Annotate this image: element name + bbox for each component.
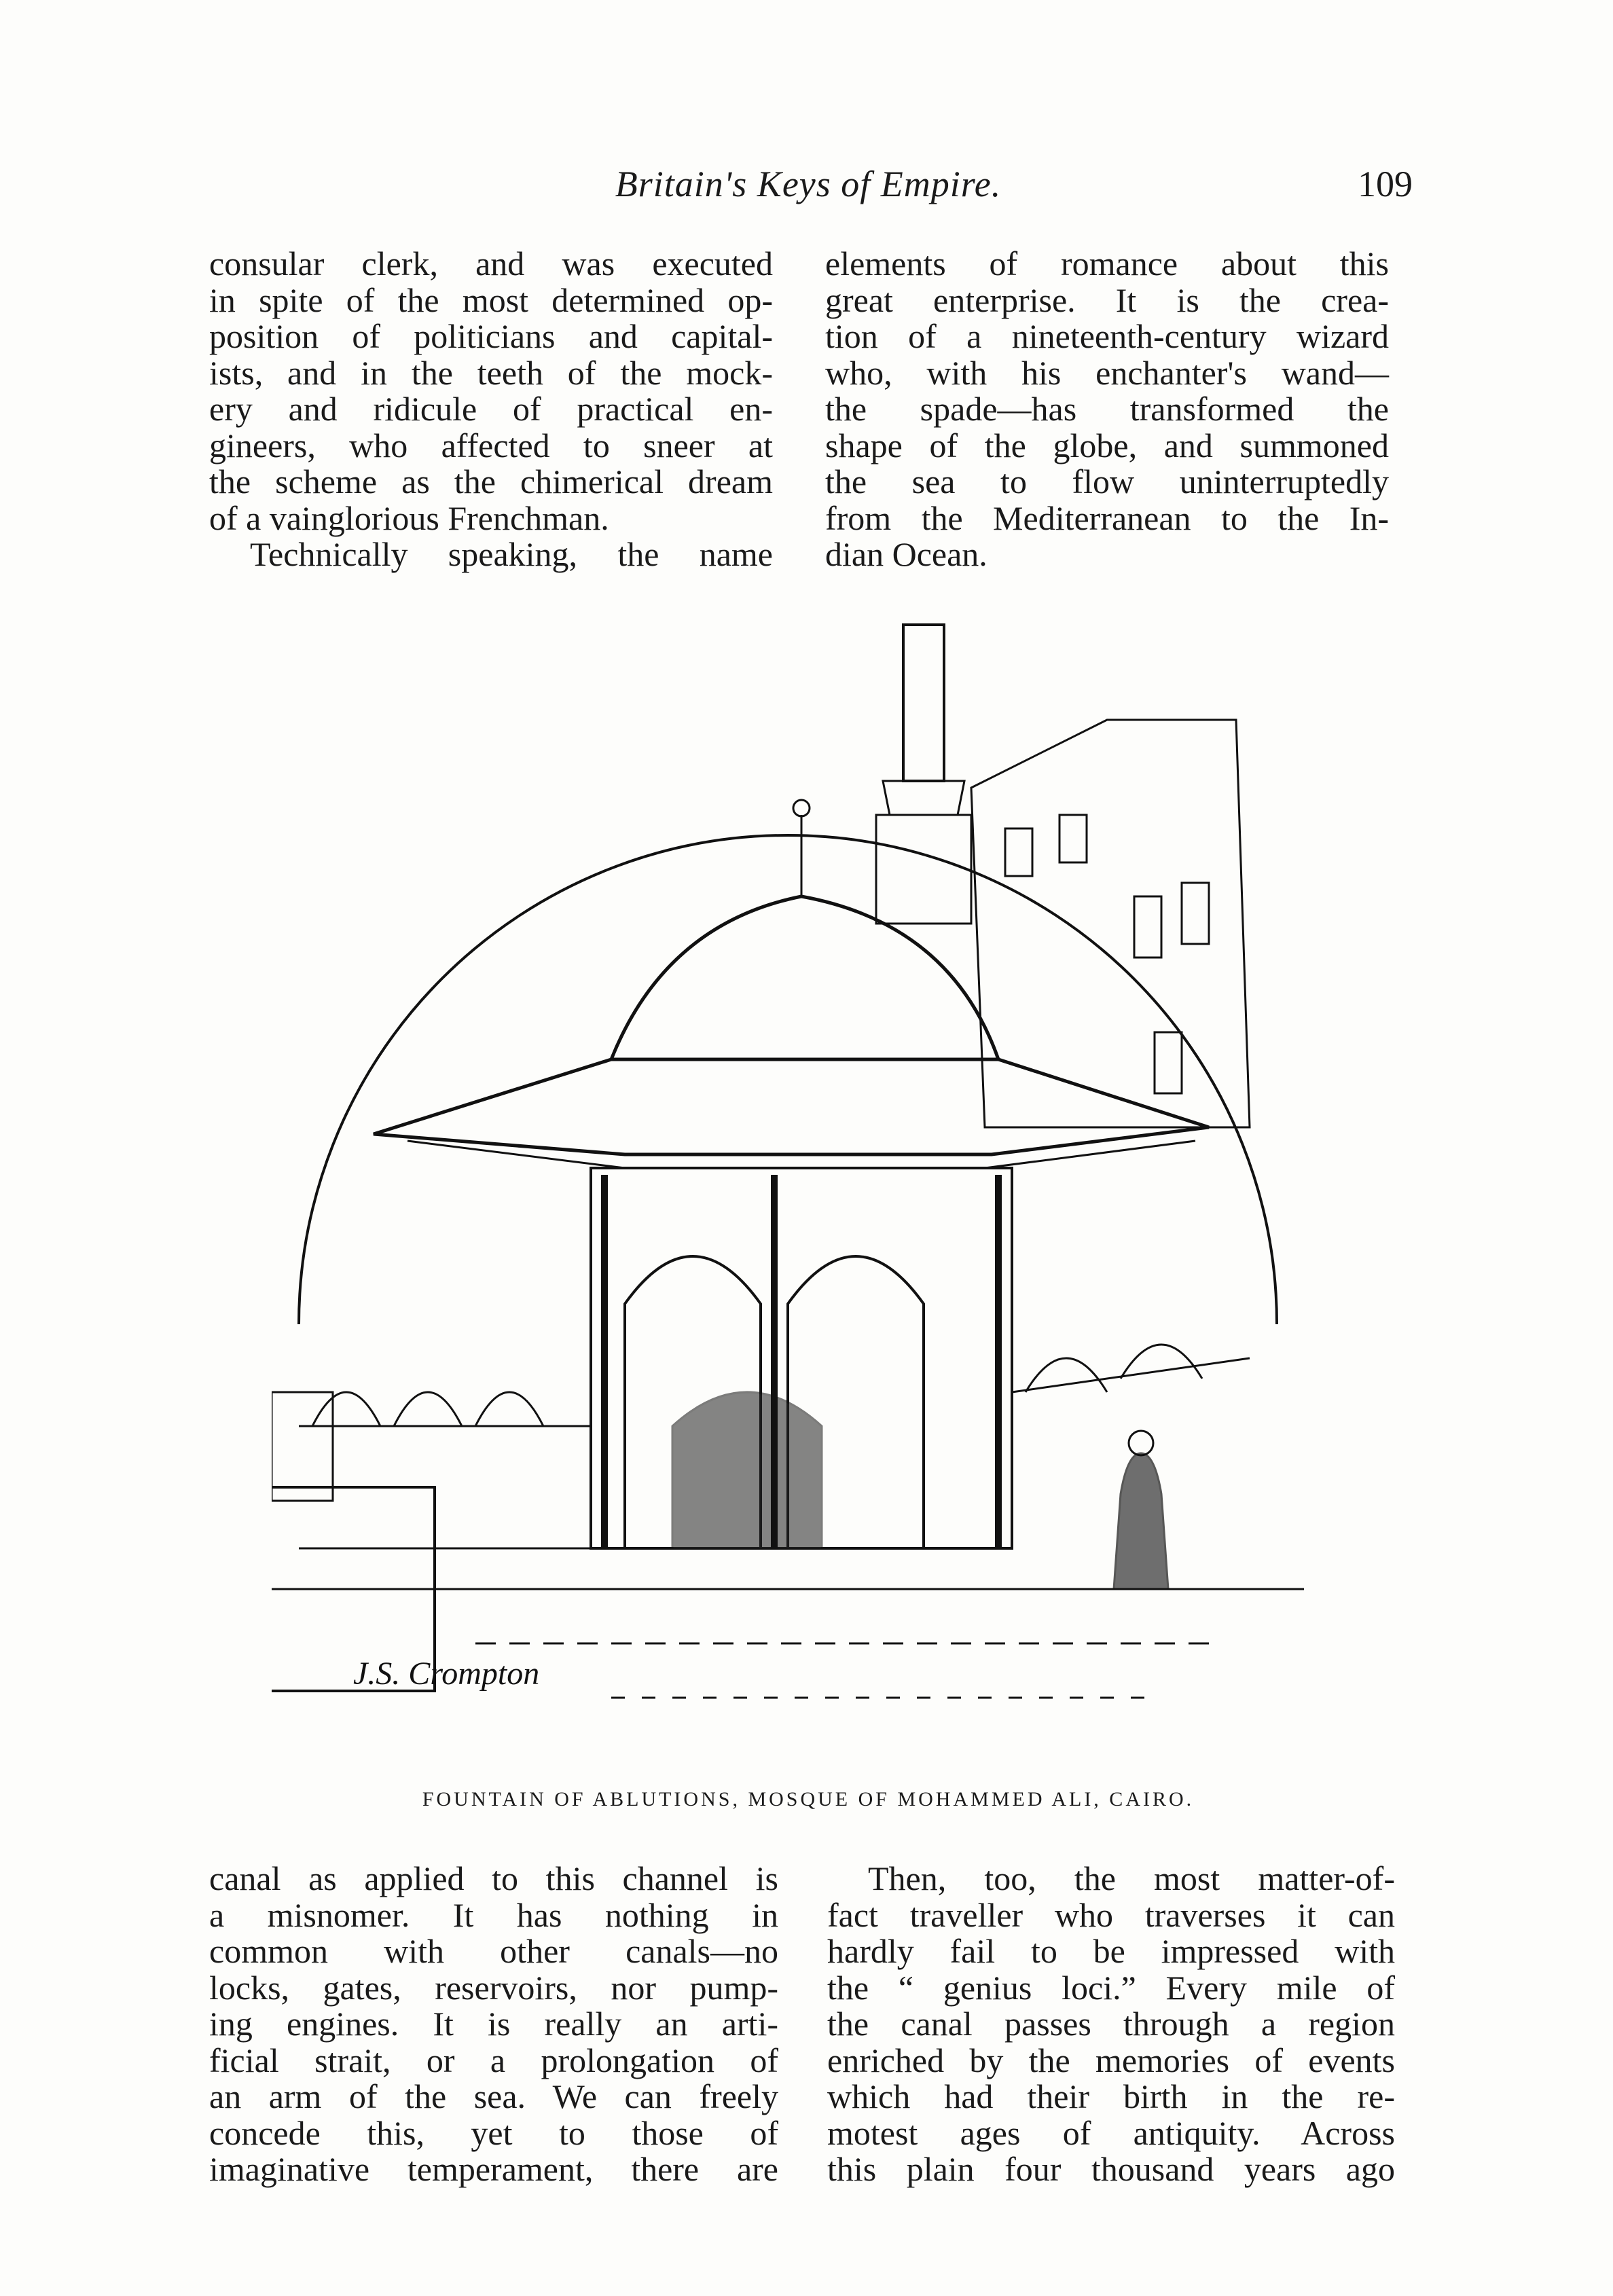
fountain-eave bbox=[374, 1059, 1209, 1154]
text-line: the spade—has transformed the bbox=[825, 390, 1389, 428]
text-line: Then, too, the most matter-of- bbox=[868, 1859, 1395, 1897]
running-head bbox=[204, 163, 1413, 211]
text-line: the canal passes through a region bbox=[827, 2005, 1395, 2043]
text-line: Technically speaking, the name bbox=[250, 535, 773, 573]
text-column-bottom-left bbox=[209, 1861, 778, 2188]
text-line: the “ genius loci.” Every mile of bbox=[827, 1968, 1395, 2007]
text-line: enriched by the memories of events bbox=[827, 2041, 1395, 2079]
text-column-bottom-right bbox=[827, 1861, 1395, 2188]
text-line: from the Mediterranean to the In- bbox=[825, 498, 1389, 537]
text-line: the scheme as the chimerical dream bbox=[209, 462, 773, 500]
text-line: this plain four thousand years ago bbox=[827, 2150, 1395, 2188]
text-line: an arm of the sea. We can freely bbox=[209, 2077, 778, 2115]
text-line: locks, gates, reservoirs, nor pump- bbox=[209, 1968, 778, 2007]
text-line: common with other canals—no bbox=[209, 1932, 778, 1970]
text-line: a misnomer. It has nothing in bbox=[209, 1895, 778, 1934]
text-line: ing engines. It is really an arti- bbox=[209, 2005, 778, 2043]
running-title: Britain's Keys of Empire. bbox=[615, 164, 1002, 204]
text-line: concede this, yet to those of bbox=[209, 2113, 778, 2152]
minaret bbox=[903, 625, 944, 781]
text-line: which had their birth in the re- bbox=[827, 2077, 1395, 2115]
text-line: position of politicians and capital- bbox=[209, 317, 773, 355]
text-line: fact traveller who traverses it can bbox=[827, 1895, 1395, 1934]
illustration-caption: FOUNTAIN OF ABLUTIONS, MOSQUE OF MOHAMMED ALI, CAIRO. bbox=[422, 1788, 1195, 1810]
text-line: gineers, who affected to sneer at bbox=[209, 426, 773, 464]
text-line: consular clerk, and was executed bbox=[209, 244, 773, 283]
text-line: ists, and in the teeth of the mock- bbox=[209, 353, 773, 392]
text-line: dian Ocean. bbox=[825, 535, 987, 573]
text-line: the sea to flow uninterruptedly bbox=[825, 462, 1389, 500]
page-number: 109 bbox=[1358, 164, 1413, 204]
text-line: in spite of the most determined op- bbox=[209, 280, 773, 319]
fountain-roof bbox=[611, 896, 998, 1059]
text-line: great enterprise. It is the crea- bbox=[825, 280, 1389, 319]
text-line: shape of the globe, and summoned bbox=[825, 426, 1389, 464]
text-line: canal as applied to this channel is bbox=[209, 1859, 778, 1897]
text-column-top-right bbox=[825, 246, 1389, 573]
text-line: motest ages of antiquity. Across bbox=[827, 2113, 1395, 2152]
vignette-circle bbox=[299, 835, 1277, 1324]
text-line: ery and ridicule of practical en- bbox=[209, 390, 773, 428]
colonnade-left bbox=[312, 1392, 543, 1426]
text-line: who, with his enchanter's wand— bbox=[825, 353, 1389, 392]
text-line: ficial strait, or a prolongation of bbox=[209, 2041, 778, 2079]
fountain-engraving bbox=[272, 611, 1304, 1766]
text-column-top-left bbox=[209, 246, 773, 573]
text-line: imaginative temperament, there are bbox=[209, 2150, 778, 2188]
robed-figure bbox=[1114, 1453, 1168, 1589]
text-line: tion of a nineteenth-century wizard bbox=[825, 317, 1389, 355]
text-line: elements of romance about this bbox=[825, 244, 1389, 283]
text-line: hardly fail to be impressed with bbox=[827, 1932, 1395, 1970]
text-line: of a vainglorious Frenchman. bbox=[209, 498, 609, 537]
artist-signature: J.S. Crompton bbox=[353, 1656, 540, 1692]
